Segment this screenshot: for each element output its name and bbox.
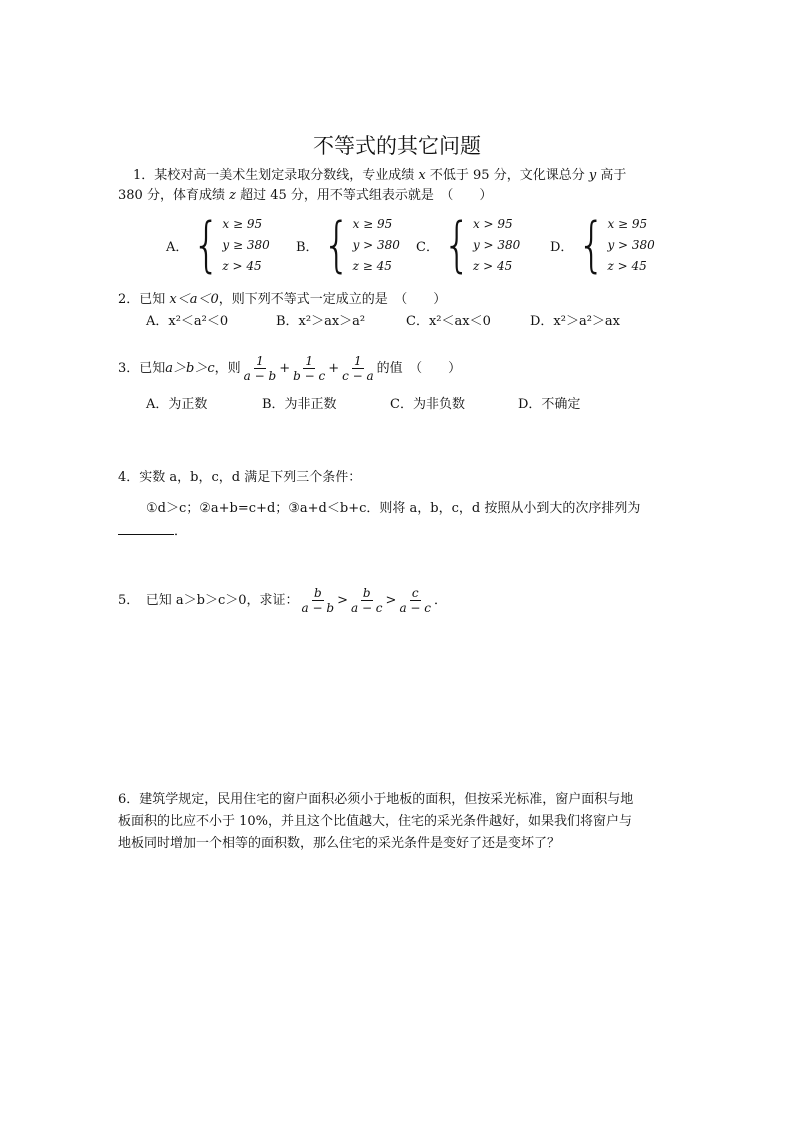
- fraction: [300, 586, 337, 615]
- inequality: x ≥ 95: [222, 217, 263, 231]
- inequality-system: [473, 214, 520, 277]
- option-label: B．: [296, 240, 319, 255]
- option-label: C．: [416, 240, 439, 255]
- denominator: a − b: [243, 369, 277, 383]
- q3-option-b: B．为非正数: [262, 397, 337, 412]
- inequality: x ≥ 95: [607, 217, 648, 231]
- denominator: c − a: [342, 369, 374, 383]
- fraction: [291, 354, 327, 383]
- q4-answer-line: [118, 522, 187, 542]
- left-brace: {: [577, 210, 606, 280]
- inequality: y > 380: [352, 238, 400, 252]
- denominator: a − c: [399, 601, 431, 615]
- q1-text: 380 分，体育成绩: [118, 188, 230, 203]
- q2-text: 2．已知: [118, 292, 170, 307]
- q6-line1: 6．建筑学规定，民用住宅的窗户面积必须小于地板的面积，但按采光标准，窗户面积与地: [118, 792, 634, 807]
- inequality-system: [353, 214, 400, 277]
- inequality: y > 380: [607, 238, 655, 252]
- q3-text: ，则: [214, 360, 241, 376]
- q2-option-d: D．x²＞a²＞ax: [530, 314, 621, 329]
- inequality: z > 45: [472, 259, 513, 273]
- q4-conditions: ①d＞c；②a+b=c+d；③a+d＜b+c．则将 a，b，c，d 按照从小到大的次序排列为: [146, 501, 641, 516]
- q2-option-c: C．x²＜ax＜0: [406, 314, 491, 329]
- q6-line2: 板面积的比应不小于 10%，并且这个比值越大，住宅的采光条件越好，如果我们将窗户与: [118, 814, 633, 829]
- numerator: 1: [305, 354, 313, 368]
- q5-text: 5． 已知 a＞b＞c＞0，求证：: [118, 592, 299, 608]
- numerator: c: [411, 586, 419, 600]
- left-brace: {: [442, 210, 471, 280]
- plus-sign: +: [279, 360, 291, 376]
- inequality: z > 45: [222, 259, 262, 273]
- inequality: z ≥ 45: [352, 259, 392, 273]
- q4-stem: 4．实数 a，b，c，d 满足下列三个条件：: [118, 470, 362, 485]
- q2-option-b: B．x²＞ax＞a²: [276, 314, 366, 329]
- q1-var-x: x: [418, 168, 426, 183]
- q3-condition: a＞b＞c: [165, 360, 215, 376]
- numerator: b: [362, 586, 371, 600]
- q5-stem: [118, 586, 447, 615]
- inequality: x > 95: [472, 217, 513, 231]
- q1-line1: [133, 166, 626, 186]
- q1-text: 高于: [596, 168, 627, 183]
- fraction: [242, 354, 279, 383]
- greater-than-sign: >: [385, 592, 397, 608]
- q1-option-b: [296, 210, 400, 280]
- inequality: y ≥ 380: [222, 238, 270, 252]
- q2-condition: x＜a＜0: [169, 292, 219, 307]
- q3-option-a: A．为正数: [146, 397, 208, 412]
- q1-text: 超过 45 分，用不等式组表示就是 （ ）: [235, 188, 493, 203]
- q1-option-a: [166, 210, 270, 280]
- page-title: 不等式的其它问题: [313, 134, 481, 158]
- fraction: [349, 586, 385, 615]
- denominator: b − c: [293, 369, 326, 383]
- left-brace: {: [322, 210, 351, 280]
- q1-var-z: z: [229, 188, 236, 203]
- denominator: a − c: [350, 601, 383, 615]
- answer-blank[interactable]: [118, 522, 174, 535]
- numerator: 1: [354, 354, 362, 368]
- inequality: y > 380: [472, 238, 521, 252]
- numerator: 1: [256, 354, 264, 368]
- q1-text: 1．某校对高一美术生划定录取分数线，专业成绩: [133, 168, 419, 183]
- fraction: [340, 354, 376, 383]
- q5-text: ．: [434, 592, 448, 608]
- q1-line2: [118, 186, 492, 206]
- q3-stem: [118, 354, 461, 383]
- q1-text: 不低于 95 分，文化课总分: [425, 168, 589, 183]
- option-label: D．: [550, 240, 574, 255]
- q6-line3: 地板同时增加一个相等的面积数，那么住宅的采光条件是变好了还是变坏了？: [118, 836, 561, 851]
- fraction: [397, 586, 433, 615]
- numerator: b: [313, 586, 322, 600]
- q4-text: ．: [174, 524, 188, 539]
- left-brace: {: [192, 210, 221, 280]
- inequality-system: [607, 214, 654, 277]
- q3-text: 的值 （ ）: [376, 360, 462, 376]
- q1-var-y: y: [588, 168, 597, 183]
- inequality: x ≥ 95: [352, 217, 393, 231]
- q2-stem: [118, 290, 446, 310]
- plus-sign: +: [328, 360, 340, 376]
- q2-option-a: A．x²＜a²＜0: [146, 314, 229, 329]
- q1-option-c: [416, 210, 521, 280]
- q3-text: 3．已知: [118, 360, 166, 376]
- q2-text: ，则下列不等式一定成立的是 （ ）: [218, 292, 447, 307]
- greater-than-sign: >: [337, 592, 348, 608]
- q3-option-c: C．为非负数: [390, 397, 465, 412]
- inequality-system: [222, 214, 269, 277]
- option-label: A．: [166, 240, 189, 255]
- inequality: z > 45: [607, 259, 647, 273]
- denominator: a − b: [301, 601, 335, 615]
- q3-option-d: D．不确定: [518, 397, 581, 412]
- q1-option-d: [550, 210, 655, 280]
